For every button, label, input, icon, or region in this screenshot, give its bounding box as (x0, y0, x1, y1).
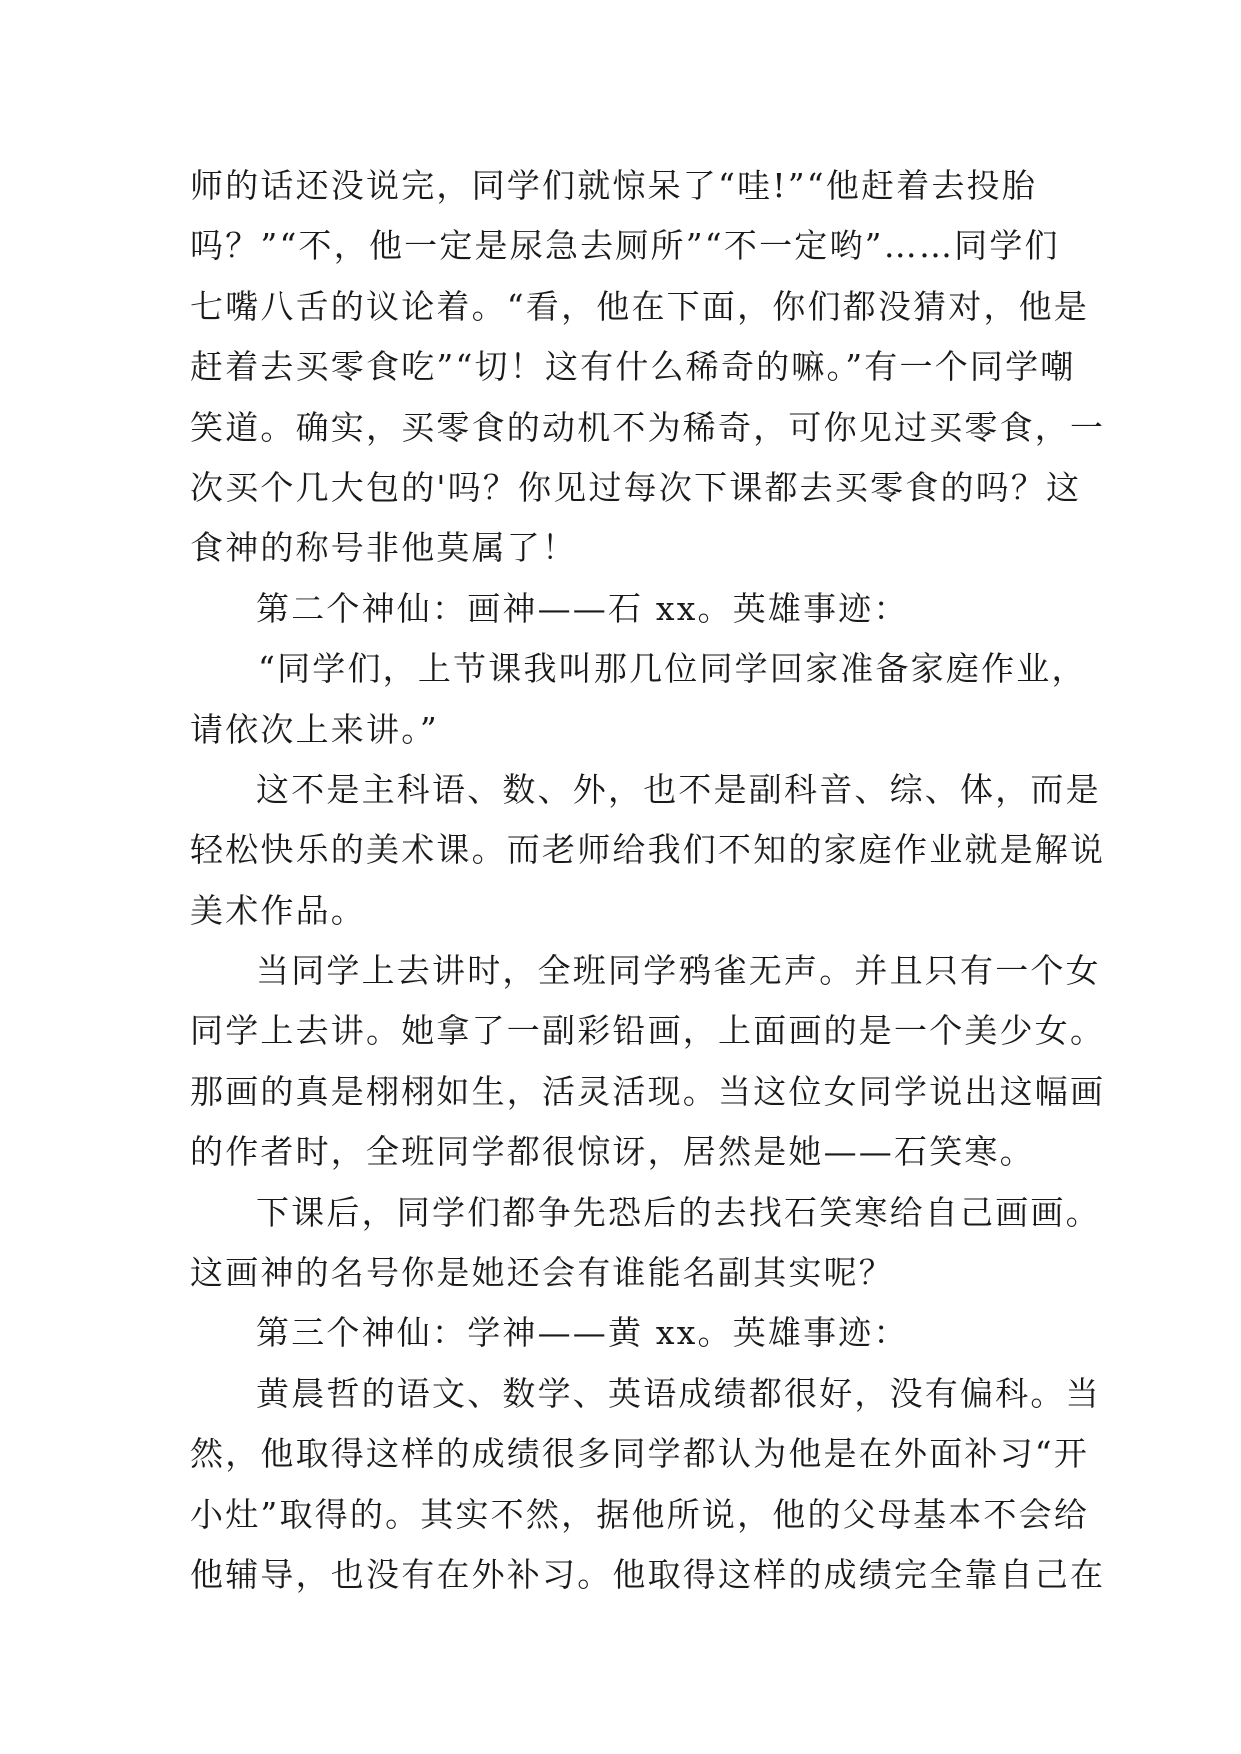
text-line: 黄晨哲的语文、数学、英语成绩都很好，没有偏科。当 (256, 1373, 1101, 1413)
text-line: 轻松快乐的美术课。而老师给我们不知的家庭作业就是解说 (190, 830, 1106, 870)
text-line: 师的话还没说完，同学们就惊呆了“哇!”“他赶着去投胎 (190, 166, 1038, 205)
text-line: 七嘴八舌的议论着。“看，他在下面，你们都没猜对，他是 (190, 286, 1090, 326)
text-line: 当同学上去讲时，全班同学鸦雀无声。并且只有一个女 (256, 951, 1101, 991)
text-line: 这不是主科语、数、外，也不是副科音、综、体，而是 (256, 769, 1101, 809)
section-heading: 第三个神仙：学神——黄 xx。英雄事迹： (256, 1313, 909, 1353)
text-line: 赶着去买零食吃”“切！这有什么稀奇的嘛。”有一个同学嘲 (190, 347, 1076, 387)
text-line: 食神的称号非他莫属了！ (190, 528, 578, 568)
text-line: 小灶”取得的。其实不然，据他所说，他的父母基本不会给 (190, 1494, 1090, 1534)
text-line: 次买个几大包的'吗？你见过每次下课都去买零食的吗？这 (190, 467, 1082, 507)
text-line: 他辅导，也没有在外补习。他取得这样的成绩完全靠自己在 (190, 1554, 1106, 1594)
text-line: 吗？”“不，他一定是尿急去厕所”“不一定哟”……同学们 (190, 226, 1060, 266)
text-line: 这画神的名号你是她还会有谁能名副其实呢？ (190, 1253, 894, 1293)
text-line: 请依次上来讲。” (190, 709, 439, 749)
text-line: 笑道。确实，买零食的动机不为稀奇，可你见过买零食，一 (190, 407, 1106, 447)
text-line: 然，他取得这样的成绩很多同学都认为他是在外面补习“开 (190, 1434, 1090, 1474)
section-heading: 第二个神仙：画神——石 xx。英雄事迹： (256, 588, 909, 628)
text-line: 那画的真是栩栩如生，活灵活现。当这位女同学说出这幅画 (190, 1071, 1106, 1111)
text-line: 同学上去讲。她拿了一副彩铅画，上面画的是一个美少女。 (190, 1011, 1106, 1051)
text-line: 下课后，同学们都争先恐后的去找石笑寒给自己画画。 (256, 1192, 1101, 1232)
text-line: 的作者时，全班同学都很惊讶，居然是她——石笑寒。 (190, 1132, 1035, 1172)
document-body (190, 156, 1106, 1605)
text-line: 美术作品。 (190, 890, 366, 930)
text-line: “同学们，上节课我叫那几位同学回家准备家庭作业， (258, 649, 1087, 689)
